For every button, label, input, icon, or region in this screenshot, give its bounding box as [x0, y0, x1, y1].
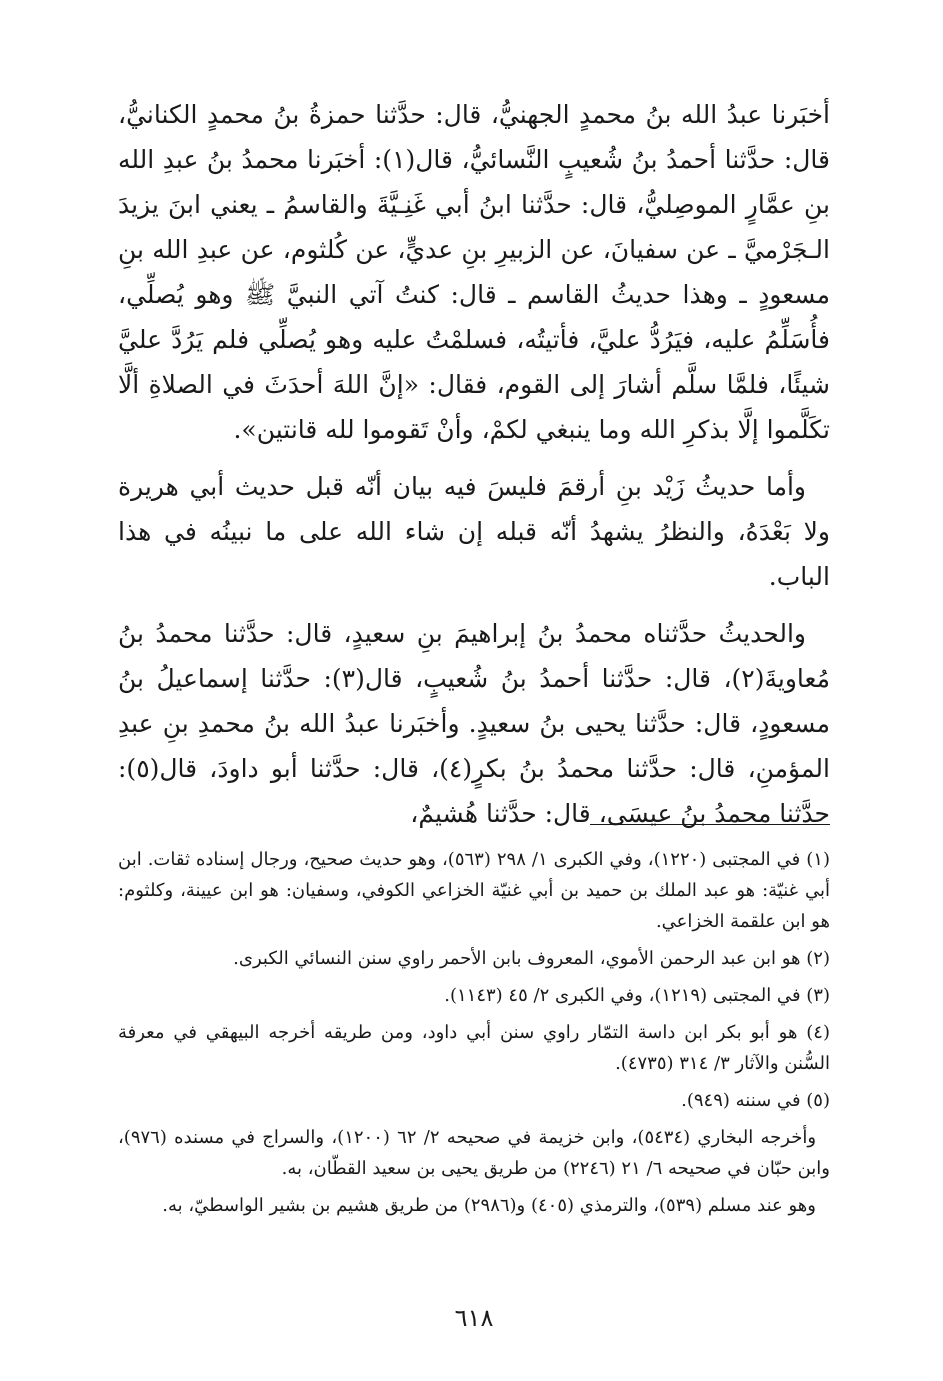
footnote-2: (٢) هو ابن عبد الرحمن الأموي، المعروف بابن الأحمر راوي سنن النسائي الكبرى.	[233, 948, 830, 969]
paragraph-zayd-ibn-arqam: وأما حديثُ زَيْد بنِ أرقمَ فليسَ فيه بيان أنّه قبل حديث أبي هريرة ولا بَعْدَهُ، والنظرُ يشهدُ أنّه قبله إن شاء الله على ما نبينُه في هذا الباب.	[118, 472, 830, 591]
footnote-1: (١) في المجتبى (١٢٢٠)، وفي الكبرى ١/ ٢٩٨ (٥٦٣)، وهو حديث صحيح، ورجال إسناده ثقات. ابن أبي غنيّة: هو عبد الملك بن حميد بن أبي غنيّة الخزاعي الكوفي، وسفيان: هو ابن عيينة، وكلثوم: هو ابن علقمة الخزاعي.	[118, 849, 830, 932]
footnote-5-extra-muslim: وهو عند مسلم (٥٣٩)، والترمذي (٤٠٥) و(٢٩٨٦) من طريق هشيم بن بشير الواسطيّ، به.	[162, 1195, 816, 1216]
page-number: ٦١٨	[454, 1304, 494, 1332]
footnote-5: (٥) في سننه (٩٤٩).	[681, 1090, 830, 1111]
footnote-separator	[590, 824, 830, 825]
footnote-4: (٤) هو أبو بكر ابن داسة التمّار راوي سنن أبي داود، ومن طريقه أخرجه البيهقي في معرفة السُّنن والآثار ٣/ ٣١٤ (٤٧٣٥).	[118, 1022, 830, 1074]
main-text	[118, 92, 830, 836]
footnote-5-extra-bukhari: وأخرجه البخاري (٥٤٣٤)، وابن خزيمة في صحيحه ٢/ ٦٢ (١٢٠٠)، والسراج في مسنده (٩٧٦)، وابن حبّان في صحيحه ٦/ ٢١ (٢٢٤٦) من طريق يحيى بن سعيد القطّان، به.	[118, 1127, 830, 1179]
paragraph-isnad-ibn-masud: أخبَرنا عبدُ الله بنُ محمدٍ الجهنيُّ، قال: حدَّثنا حمزةُ بنُ محمدٍ الكنانيُّ، قال: حدَّثنا أحمدُ بنُ شُعيبٍ النَّسائيُّ، قال(١): أخبَرنا محمدُ بنُ عبدِ الله بنِ عمَّارٍ الموصِليُّ، قال: حدَّثنا ابنُ أبي غَنِـيَّةَ والقاسمُ ـ يعني ابنَ يزيدَ الـجَرْميَّ ـ عن سفيانَ، عن الزبيرِ بنِ عديٍّ، عن كُلثوم، عن عبدِ الله بنِ مسعودٍ ـ وهذا حديثُ القاسم ـ قال: كنتُ آتي النبيَّ ﷺ وهو يُصلِّي، فأُسَلِّمُ عليه، فيَرُدُّ عليَّ، فأتيتُه، فسلمْتُ عليه وهو يُصلِّي فلم يَرُدَّ عليَّ شيئًا، فلمَّا سلَّم أشارَ إلى القوم، فقال: «إنَّ اللهَ أحدَثَ في الصلاةِ ألَّا تكَلَّموا إلَّا بذكرِ الله وما ينبغي لكمْ، وأنْ تَقوموا لله قانتين».	[118, 100, 830, 444]
footnote-3: (٣) في المجتبى (١٢١٩)، وفي الكبرى ٢/ ٤٥ (١١٤٣).	[444, 985, 830, 1006]
book-page	[118, 92, 830, 1342]
footnotes	[118, 844, 830, 1227]
paragraph-hadith-chain: والحديثُ حدَّثناه محمدُ بنُ إبراهيمَ بنِ سعيدٍ، قال: حدَّثنا محمدُ بنُ مُعاويةَ(٢)، قال: حدَّثنا أحمدُ بنُ شُعيبٍ، قال(٣): حدَّثنا إسماعيلُ بنُ مسعودٍ، قال: حدَّثنا يحيى بنُ سعيدٍ. وأخبَرنا عبدُ الله بنُ محمدِ بنِ عبدِ المؤمنِ، قال: حدَّثنا محمدُ بنُ بكرٍ(٤)، قال: حدَّثنا أبو داودَ، قال(٥): حدَّثنا محمدُ بنُ عيسَى، قال: حدَّثنا هُشيمٌ،	[118, 619, 830, 828]
